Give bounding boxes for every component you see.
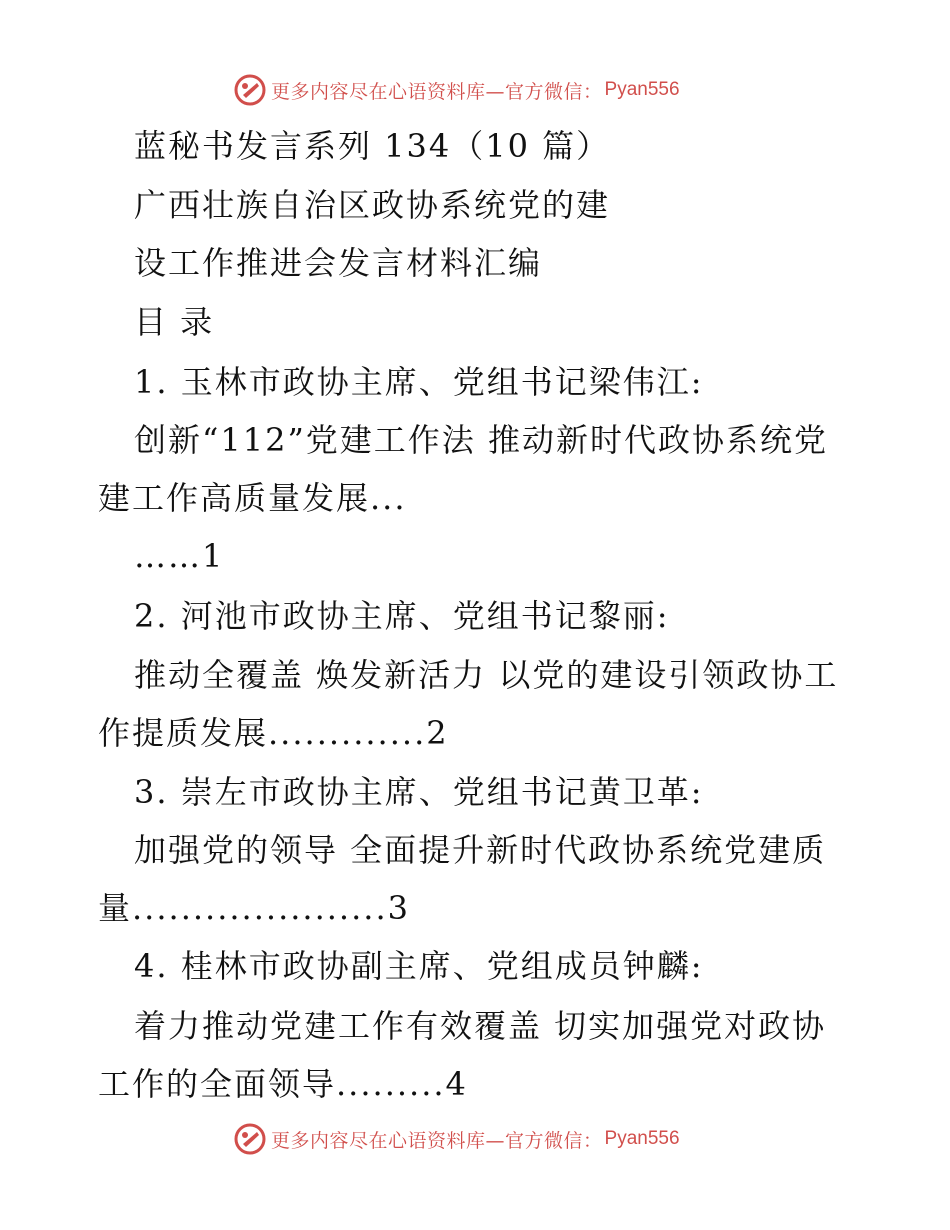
toc-item-3-title: 加强党的领导 全面提升新时代政协系统党建质 — [134, 831, 827, 869]
toc-item-1-title: 创新“112”党建工作法 推动新时代政协系统党 — [134, 421, 828, 459]
toc-item-4-title-cont: 工作的全面领导.........4 — [98, 1065, 468, 1103]
toc-item-2-title-cont: 作提质发展.............2 — [98, 714, 449, 752]
watermark-wechat-id: Pyan556 — [604, 79, 680, 100]
toc-heading: 目 录 — [134, 303, 215, 341]
toc-item-4-title: 着力推动党建工作有效覆盖 切实加强党对政协 — [134, 1007, 827, 1045]
toc-item-2-title: 推动全覆盖 焕发新活力 以党的建设引领政协工 — [134, 656, 839, 694]
watermark-text: 更多内容尽在心语资料库—官方微信： — [271, 80, 603, 103]
watermark-text: 更多内容尽在心语资料库—官方微信： — [271, 1129, 603, 1152]
document-title-line-2: 设工作推进会发言材料汇编 — [134, 244, 543, 282]
toc-item-4-speaker: 4. 桂林市政协副主席、党组成员钟麟: — [134, 947, 704, 985]
toc-item-2-speaker: 2. 河池市政协主席、党组书记黎丽: — [134, 597, 670, 635]
toc-item-1-page: ……1 — [134, 537, 225, 575]
toc-item-3-title-cont: 量.....................3 — [98, 889, 410, 927]
watermark-logo-icon — [233, 1122, 267, 1156]
watermark-footer — [233, 1122, 680, 1156]
document-title-line-1: 广西壮族自治区政协系统党的建 — [134, 186, 611, 224]
toc-item-3-speaker: 3. 崇左市政协主席、党组书记黄卫革: — [134, 773, 704, 811]
series-title: 蓝秘书发言系列 134（10 篇） — [134, 127, 611, 165]
toc-item-1-speaker: 1. 玉林市政协主席、党组书记梁伟江: — [134, 363, 704, 401]
watermark-logo-icon — [233, 73, 267, 107]
toc-item-1-title-cont: 建工作高质量发展... — [98, 479, 407, 517]
watermark-wechat-id: Pyan556 — [604, 1128, 680, 1149]
watermark-header — [233, 73, 680, 107]
